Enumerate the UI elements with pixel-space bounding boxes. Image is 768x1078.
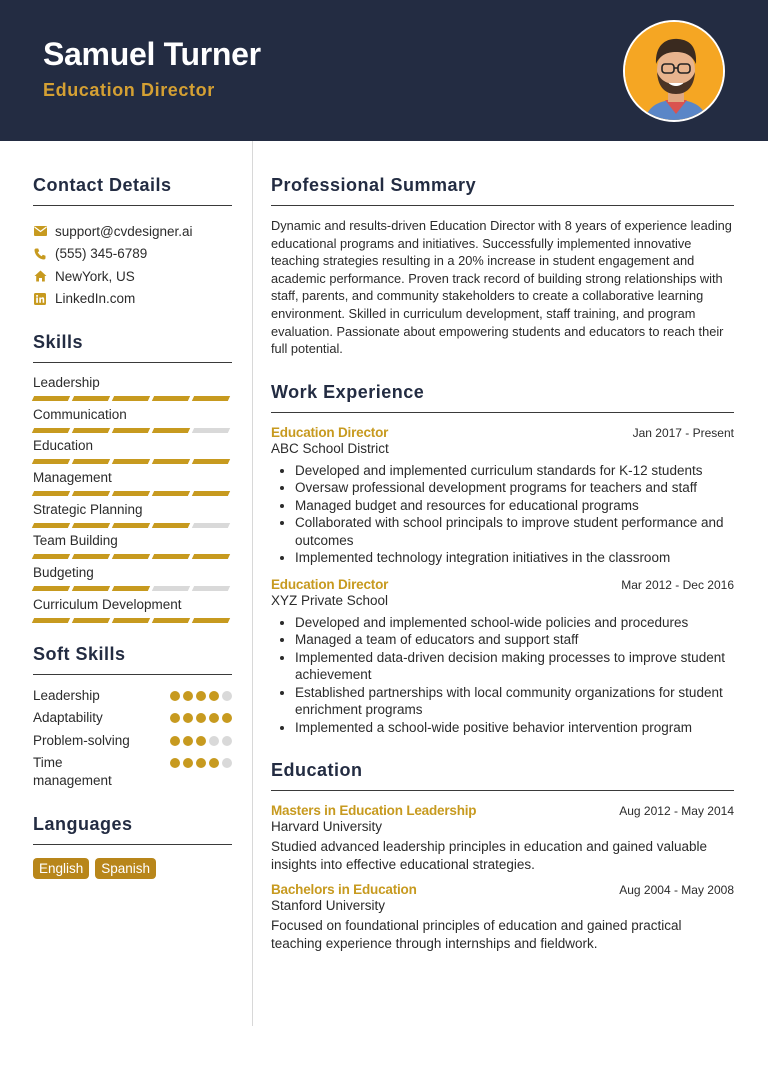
skill-level-segment — [112, 396, 150, 401]
skill-row — [33, 375, 232, 407]
education-description: Studied advanced leadership principles in education and gained valuable insights into effective educational strategies. — [271, 839, 708, 873]
skill-level-segment — [32, 396, 70, 401]
skill-level-segment — [72, 618, 110, 623]
education-date: Aug 2012 - May 2014 — [619, 804, 734, 819]
skill-row — [33, 597, 232, 629]
job-bullets — [271, 462, 734, 567]
rating-dot — [209, 736, 219, 746]
contact-email-text: support@cvdesigner.ai — [55, 223, 193, 239]
skill-level-segment — [192, 523, 230, 528]
soft-skill-row — [33, 687, 232, 705]
skill-level-segment — [72, 396, 110, 401]
skill-row — [33, 407, 232, 439]
skill-label: Strategic Planning — [33, 501, 143, 517]
skill-row — [33, 502, 232, 534]
education-header — [271, 882, 734, 897]
soft-skill-label: Adaptability — [33, 710, 103, 725]
education-header — [271, 803, 734, 818]
skill-level-segment — [112, 459, 150, 464]
soft-skill-rating — [170, 709, 232, 723]
job-bullet: • Managed a team of educators and support staff — [295, 631, 734, 649]
job-role: Education Director — [271, 576, 389, 592]
contact-location — [33, 265, 232, 288]
skill-level-segment — [112, 428, 150, 433]
education-date: Aug 2004 - May 2008 — [619, 883, 734, 898]
languages-list — [33, 858, 232, 879]
rating-dot — [183, 691, 193, 701]
skill-level-segment — [32, 586, 70, 591]
rating-dot — [170, 736, 180, 746]
job-bullet: • Established partnerships with local community organizations for student enrichment programs — [295, 684, 734, 719]
rating-dot — [196, 758, 206, 768]
job-date: Jan 2017 - Present — [632, 425, 734, 440]
contact-linkedin-text: LinkedIn.com — [55, 291, 136, 307]
envelope-icon — [33, 224, 47, 238]
job-bullet: • Managed budget and resources for educational programs — [295, 497, 734, 515]
soft-skill-rating — [170, 732, 232, 746]
soft-skill-rating — [170, 754, 232, 768]
skill-level-segment — [32, 618, 70, 623]
contact-list — [33, 220, 232, 310]
skill-level-segment — [192, 428, 230, 433]
contact-heading: Contact Details — [33, 175, 232, 206]
skill-level-segment — [152, 459, 190, 464]
skill-level-segment — [72, 523, 110, 528]
contact-phone[interactable] — [33, 243, 232, 266]
summary-text: Dynamic and results-driven Education Director with 8 years of experience leading educational programs and initiatives. Successfully implemented innovative teaching strategies resulting in a 20% increase in student engagement and academic performance. Proven track record of building strong relationships with staff, parents, and community stakeholders to create a collaborative learning environment. Skilled in curriculum development, staff training, and program evaluation. Passionate about empowering students and educators to reach their full potential. — [271, 218, 732, 357]
skill-label: Leadership — [33, 375, 100, 390]
contact-email[interactable] — [33, 220, 232, 243]
contact-phone-text: (555) 345-6789 — [55, 246, 148, 262]
skill-row — [33, 533, 232, 565]
rating-dot — [196, 713, 206, 723]
job-entry — [271, 425, 734, 567]
skill-row — [33, 565, 232, 597]
skill-level-segment — [192, 491, 230, 496]
skill-level-segment — [72, 586, 110, 591]
school-name: Harvard University — [271, 819, 383, 835]
contact-linkedin[interactable] — [33, 288, 232, 311]
skill-level-segment — [32, 459, 70, 464]
education-description: Focused on foundational principles of education and gained practical teaching experience through internships and fieldwork. — [271, 918, 682, 952]
job-organization: XYZ Private School — [271, 592, 389, 608]
job-bullet: • Developed and implemented curriculum standards for K-12 students — [295, 462, 734, 480]
skill-label: Communication — [33, 406, 127, 422]
rating-dot — [222, 758, 232, 768]
skill-level-segment — [192, 618, 230, 623]
soft-skill-row — [33, 732, 232, 750]
soft-skill-label: Leadership — [33, 687, 100, 703]
rating-dot — [170, 758, 180, 768]
candidate-name: Samuel Turner — [43, 36, 261, 72]
rating-dot — [170, 713, 180, 723]
skill-level-segment — [72, 491, 110, 496]
language-badge: Spanish — [95, 858, 156, 879]
skill-level-segment — [112, 491, 150, 496]
skill-level-segment — [112, 618, 150, 623]
soft-skills-section — [33, 644, 232, 791]
summary-section — [271, 175, 734, 358]
education-entry — [271, 882, 734, 953]
skill-label: Management — [33, 470, 112, 486]
rating-dot — [222, 691, 232, 701]
rating-dot — [222, 713, 232, 723]
experience-section — [271, 382, 734, 737]
skill-level-segment — [192, 396, 230, 401]
right-column — [271, 141, 734, 953]
experience-heading: Work Experience — [271, 382, 734, 413]
skill-level-segment — [152, 586, 190, 591]
skill-level-bar — [33, 459, 232, 464]
rating-dot — [196, 736, 206, 746]
skill-level-bar — [33, 428, 232, 433]
left-column — [33, 141, 232, 879]
job-bullet: • Developed and implemented school-wide policies and procedures — [295, 614, 734, 632]
language-badge: English — [33, 858, 89, 879]
skill-label: Education — [33, 438, 94, 454]
job-organization: ABC School District — [271, 440, 389, 456]
job-date: Mar 2012 - Dec 2016 — [621, 577, 734, 592]
skill-level-segment — [152, 396, 190, 401]
skill-level-bar — [33, 586, 232, 591]
rating-dot — [183, 758, 193, 768]
soft-skill-label: Time management — [33, 755, 112, 788]
skill-level-segment — [192, 586, 230, 591]
soft-skill-rating — [170, 687, 232, 701]
skills-list — [33, 375, 232, 629]
job-header — [271, 425, 734, 440]
rating-dot — [209, 713, 219, 723]
languages-heading: Languages — [33, 814, 232, 845]
degree-title: Masters in Education Leadership — [271, 803, 477, 819]
skill-label: Budgeting — [33, 565, 94, 581]
skills-heading: Skills — [33, 332, 232, 363]
skill-label: Curriculum Development — [33, 596, 182, 612]
skill-row — [33, 438, 232, 470]
school-name: Stanford University — [271, 898, 386, 914]
skill-level-segment — [32, 554, 70, 559]
skill-level-segment — [72, 428, 110, 433]
education-section — [271, 760, 734, 953]
rating-dot — [183, 736, 193, 746]
skill-level-segment — [72, 554, 110, 559]
skill-level-segment — [112, 586, 150, 591]
soft-skills-list — [33, 687, 232, 791]
home-icon — [33, 269, 47, 283]
rating-dot — [170, 691, 180, 701]
rating-dot — [183, 713, 193, 723]
skill-label: Team Building — [33, 533, 118, 549]
rating-dot — [209, 691, 219, 701]
contact-section — [33, 175, 232, 310]
phone-icon — [33, 247, 47, 261]
skill-level-segment — [72, 459, 110, 464]
skill-level-segment — [152, 523, 190, 528]
job-bullet: • Implemented technology integration initiatives in the classroom — [295, 549, 734, 567]
skill-level-segment — [192, 459, 230, 464]
soft-skill-row — [33, 709, 232, 727]
job-bullet: • Collaborated with school principals to improve student performance and outcomes — [295, 514, 734, 549]
degree-title: Bachelors in Education — [271, 882, 417, 898]
skill-level-segment — [112, 523, 150, 528]
soft-skill-label: Problem-solving — [33, 732, 130, 748]
job-role: Education Director — [271, 424, 389, 440]
skill-row — [33, 470, 232, 502]
education-heading: Education — [271, 760, 734, 791]
rating-dot — [222, 736, 232, 746]
contact-location-text: NewYork, US — [55, 268, 135, 284]
job-bullets — [271, 614, 734, 737]
job-bullet: • Oversaw professional development programs for teachers and staff — [295, 479, 734, 497]
avatar-illustration — [625, 22, 725, 122]
soft-skill-row — [33, 754, 232, 790]
skill-level-bar — [33, 523, 232, 528]
skill-level-bar — [33, 491, 232, 496]
rating-dot — [209, 758, 219, 768]
column-divider — [252, 141, 253, 1026]
rating-dot — [196, 691, 206, 701]
linkedin-icon — [33, 292, 47, 306]
job-entry — [271, 577, 734, 737]
skill-level-segment — [32, 491, 70, 496]
job-bullet: • Implemented data-driven decision making processes to improve student achievement — [295, 649, 734, 684]
skill-level-segment — [152, 428, 190, 433]
resume-header — [0, 0, 768, 141]
profile-photo — [623, 20, 725, 122]
education-entry — [271, 803, 734, 874]
job-bullet: • Implemented a school-wide positive behavior intervention program — [295, 719, 734, 737]
skill-level-segment — [112, 554, 150, 559]
skill-level-segment — [32, 523, 70, 528]
skill-level-bar — [33, 396, 232, 401]
job-header — [271, 577, 734, 592]
languages-section — [33, 814, 232, 879]
skill-level-segment — [152, 491, 190, 496]
candidate-title: Education Director — [43, 80, 215, 100]
skill-level-segment — [152, 554, 190, 559]
skill-level-segment — [192, 554, 230, 559]
skill-level-segment — [32, 428, 70, 433]
skill-level-bar — [33, 618, 232, 623]
skill-level-segment — [152, 618, 190, 623]
summary-heading: Professional Summary — [271, 175, 734, 206]
skills-section — [33, 332, 232, 629]
soft-skills-heading: Soft Skills — [33, 644, 232, 675]
skill-level-bar — [33, 554, 232, 559]
